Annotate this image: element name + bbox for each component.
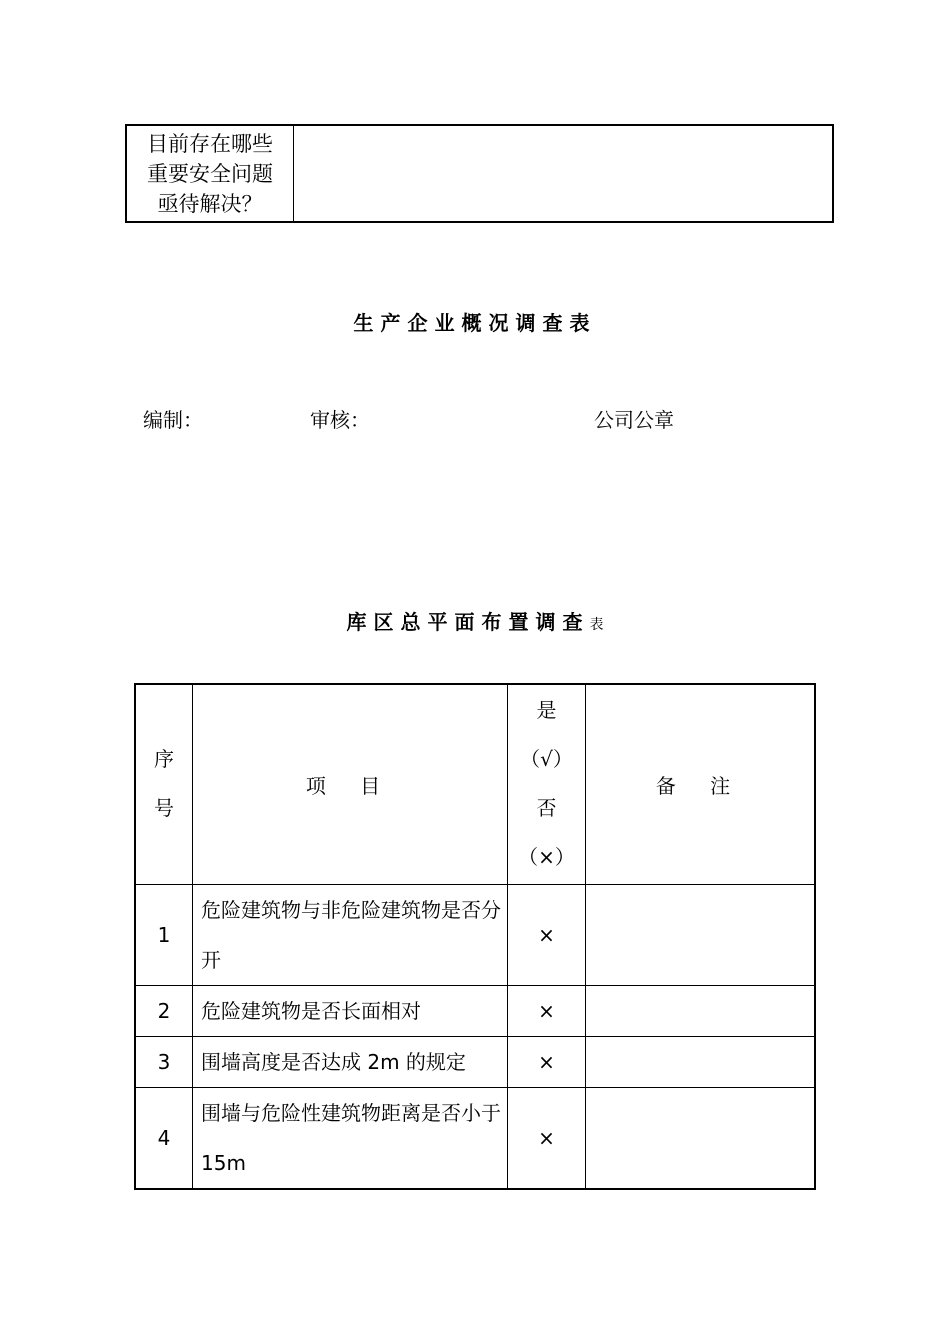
row-note bbox=[586, 985, 816, 1036]
safety-issues-table bbox=[125, 124, 834, 223]
seal-label: 公司公章 bbox=[594, 408, 674, 432]
row-no: 4 bbox=[135, 1087, 193, 1189]
header-yes-no-line: 是 bbox=[536, 698, 557, 723]
header-yes-no-line: （√） bbox=[520, 747, 573, 772]
table-row bbox=[135, 884, 815, 985]
table-header-row bbox=[135, 684, 815, 884]
question-line: 目前存在哪些 bbox=[147, 131, 273, 156]
header-note bbox=[586, 684, 816, 884]
row-item: 危险建筑物与非危险建筑物是否分开 bbox=[193, 884, 508, 985]
layout-survey-title bbox=[0, 606, 950, 635]
header-yes-no-line: （×） bbox=[518, 845, 575, 870]
header-no bbox=[135, 684, 193, 884]
layout-title-suffix: 表 bbox=[589, 617, 604, 633]
table-row bbox=[135, 985, 815, 1036]
header-note-label: 备 注 bbox=[655, 773, 745, 798]
review-label: 审核： bbox=[310, 408, 370, 432]
row-mark: × bbox=[508, 985, 586, 1036]
safety-issues-question bbox=[126, 125, 294, 222]
row-no: 1 bbox=[135, 884, 193, 985]
header-item bbox=[193, 684, 508, 884]
survey-title: 生产企业概况调查表 bbox=[353, 311, 597, 335]
row-note bbox=[586, 1087, 816, 1189]
table-row bbox=[135, 1036, 815, 1087]
row-mark: × bbox=[508, 1036, 586, 1087]
row-note bbox=[586, 884, 816, 985]
safety-issues-answer bbox=[294, 125, 834, 222]
row-no: 2 bbox=[135, 985, 193, 1036]
row-mark: × bbox=[508, 884, 586, 985]
row-item: 围墙高度是否达成 2m 的规定 bbox=[193, 1036, 508, 1087]
row-item: 危险建筑物是否长面相对 bbox=[193, 985, 508, 1036]
question-line: 重要安全问题 bbox=[147, 161, 273, 186]
row-note bbox=[586, 1036, 816, 1087]
header-item-label: 项 目 bbox=[305, 773, 395, 798]
header-no-line: 号 bbox=[154, 796, 174, 821]
header-no-line: 序 bbox=[154, 747, 174, 772]
header-yes-no-line: 否 bbox=[536, 796, 557, 821]
row-mark: × bbox=[508, 1087, 586, 1189]
header-yes-no bbox=[508, 684, 586, 884]
table-row bbox=[135, 1087, 815, 1189]
layout-title-main: 库区总平面布置调查 bbox=[346, 610, 590, 634]
row-item: 围墙与危险性建筑物距离是否小于 15m bbox=[193, 1087, 508, 1189]
row-no: 3 bbox=[135, 1036, 193, 1087]
question-line: 亟待解决？ bbox=[157, 191, 263, 216]
layout-survey-table bbox=[134, 683, 816, 1190]
compile-label: 编制： bbox=[143, 408, 203, 432]
